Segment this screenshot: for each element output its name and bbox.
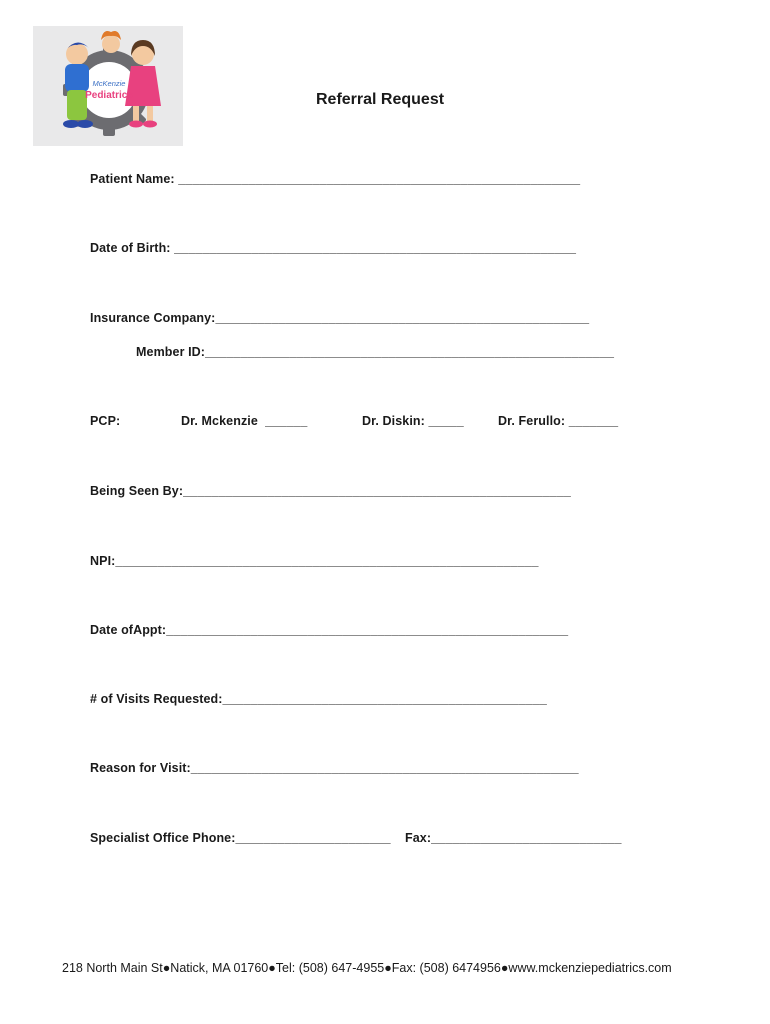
pcp-label: PCP: xyxy=(90,414,121,428)
member-id-field[interactable]: Member ID:__________________________________________________________ xyxy=(136,345,615,359)
footer-contact: 218 North Main St●Natick, MA 01760●Tel: (508) 647-4955●Fax: (508) 6474956●www.mckenziepediatrics.com xyxy=(62,961,672,975)
brand-line2: Pediatrics xyxy=(85,90,133,101)
pcp-option-ferullo[interactable]: Dr. Ferullo: _______ xyxy=(498,414,619,428)
page-title: Referral Request xyxy=(316,91,445,108)
pcp-option-diskin[interactable]: Dr. Diskin: _____ xyxy=(362,414,464,428)
insurance-company-field[interactable]: Insurance Company:_____________________________________________________ xyxy=(90,311,590,325)
reason-for-visit-field[interactable]: Reason for Visit:_______________________________________________________ xyxy=(90,761,579,775)
logo xyxy=(33,26,183,146)
visits-requested-field[interactable]: # of Visits Requested:______________________________________________ xyxy=(90,692,547,706)
pcp-option-mckenzie[interactable]: Dr. Mckenzie ______ xyxy=(181,414,308,428)
being-seen-by-field[interactable]: Being Seen By:_______________________________________________________ xyxy=(90,484,571,498)
brand-line1: McKenzie xyxy=(92,79,126,88)
specialist-phone-field[interactable]: Specialist Office Phone:______________________ xyxy=(90,831,391,845)
npi-field[interactable]: NPI:____________________________________________________________ xyxy=(90,554,539,568)
patient-name-field[interactable]: Patient Name: _________________________________________________________ xyxy=(90,172,581,186)
date-of-birth-field[interactable]: Date of Birth: _________________________________________________________ xyxy=(90,241,577,255)
date-of-appt-field[interactable]: Date ofAppt:_________________________________________________________ xyxy=(90,623,569,637)
fax-field[interactable]: Fax:___________________________ xyxy=(405,831,622,845)
